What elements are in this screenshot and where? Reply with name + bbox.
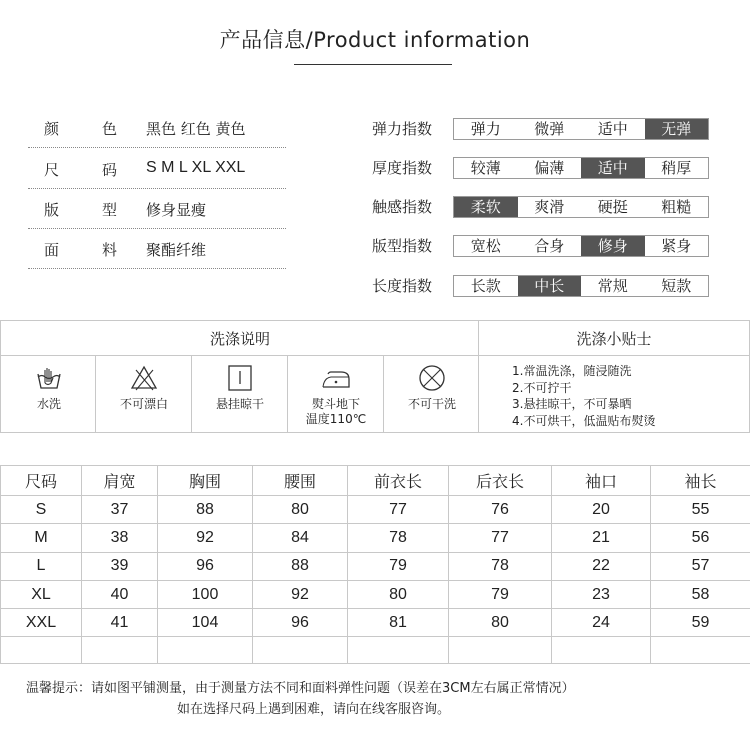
table-cell: 96: [158, 552, 253, 580]
attribute-value: 修身显瘦: [146, 201, 207, 219]
wash-item-label: 悬挂晾干: [215, 397, 264, 411]
header-cell: 尺码: [1, 466, 82, 496]
no-bleach-icon: [129, 363, 159, 393]
index-label-thickness: 厚度指数: [372, 159, 433, 177]
index-option: 中长: [518, 276, 582, 296]
attribute-key: 料: [102, 241, 118, 259]
wash-tip: 2.不可拧干: [512, 380, 572, 395]
attribute-key: 码: [102, 161, 118, 179]
index-option: 偏薄: [534, 159, 565, 177]
wash-item-label: 熨斗地下 温度110℃: [305, 397, 367, 426]
index-option: 适中: [597, 120, 628, 138]
table-cell: 39: [82, 552, 158, 580]
index-option: 适中: [581, 158, 645, 178]
index-option: 微弹: [534, 120, 565, 138]
table-cell: 80: [253, 496, 348, 524]
header-cell: 胸围: [158, 466, 253, 496]
wash-item-label: 不可干洗: [407, 397, 456, 411]
attribute-key: 型: [102, 201, 118, 219]
table-cell: 79: [449, 580, 552, 608]
table-cell: 56: [651, 524, 750, 552]
index-scale-touch: [453, 196, 709, 218]
table-cell: 104: [158, 609, 253, 637]
table-row: [1, 609, 750, 637]
index-option: 短款: [661, 277, 692, 295]
wash-section: [0, 320, 750, 433]
table-cell: 100: [158, 580, 253, 608]
table-cell: 58: [651, 580, 750, 608]
wash-tip: 4.不可烘干，低温贴布熨烫: [512, 413, 656, 428]
attribute-row-fit: [28, 189, 286, 229]
wash-item-label: 水洗: [36, 397, 61, 411]
table-cell: 22: [552, 552, 651, 580]
index-option: 硬挺: [597, 198, 628, 216]
table-cell: 57: [651, 552, 750, 580]
table-cell: 20: [552, 496, 651, 524]
hang-dry-icon: [225, 363, 255, 393]
table-cell: 88: [253, 552, 348, 580]
table-cell: 80: [348, 580, 449, 608]
attribute-key: 尺: [44, 161, 60, 179]
divider: [1, 355, 479, 356]
wash-item-label: 不可漂白: [119, 397, 168, 411]
index-option: 常规: [597, 277, 628, 295]
index-scale-length: [453, 275, 709, 297]
wash-item: [288, 363, 384, 427]
table-cell: 92: [253, 580, 348, 608]
attribute-row-fabric: [28, 229, 286, 269]
attribute-row-color: [28, 108, 286, 148]
header-cell: 后衣长: [449, 466, 552, 496]
table-cell: 40: [82, 580, 158, 608]
attribute-key: 面: [44, 241, 60, 259]
size-table: [0, 465, 750, 664]
header-cell: 袖长: [651, 466, 750, 496]
header-cell: 肩宽: [82, 466, 158, 496]
table-cell: 81: [348, 609, 449, 637]
index-scale-fit: [453, 235, 709, 257]
attribute-value: 黑色 红色 黄色: [146, 120, 246, 138]
size-cell: M: [1, 524, 82, 552]
index-scale-elasticity: [453, 118, 709, 140]
table-cell: 38: [82, 524, 158, 552]
attribute-key: 版: [44, 201, 60, 219]
header-cell: 前衣长: [348, 466, 449, 496]
iron-icon: [319, 363, 353, 393]
index-option: 弹力: [470, 120, 501, 138]
table-row: [1, 552, 750, 580]
table-cell: 88: [158, 496, 253, 524]
table-cell: 55: [651, 496, 750, 524]
attribute-value: 聚酯纤维: [146, 241, 207, 259]
table-cell: 24: [552, 609, 651, 637]
header-cell: 腰围: [253, 466, 348, 496]
table-cell: 80: [449, 609, 552, 637]
index-option: 较薄: [470, 159, 501, 177]
size-table-header: [1, 466, 750, 496]
index-option: 宽松: [470, 237, 501, 255]
wash-item: [192, 363, 288, 412]
no-dry-clean-icon: [417, 363, 447, 393]
wash-tip: 3.悬挂晾干，不可暴晒: [512, 397, 632, 411]
wash-instructions-title: 洗涤说明: [209, 330, 270, 348]
attribute-key: 颜: [44, 120, 60, 138]
index-option: 无弹: [645, 119, 709, 139]
table-row: [1, 580, 750, 608]
index-option: 紧身: [661, 237, 692, 255]
table-row-blank: [1, 637, 750, 664]
table-cell: 59: [651, 609, 750, 637]
index-label-length: 长度指数: [372, 277, 433, 295]
page-title: 产品信息/Product information: [219, 28, 531, 52]
size-cell: XL: [1, 580, 82, 608]
table-cell: 78: [449, 552, 552, 580]
table-cell: 41: [82, 609, 158, 637]
index-label-fit: 版型指数: [372, 237, 433, 255]
wash-item: [384, 363, 480, 412]
table-cell: 84: [253, 524, 348, 552]
size-cell: L: [1, 552, 82, 580]
attribute-value: S M L XL XXL: [146, 159, 246, 176]
table-row: [1, 496, 750, 524]
size-cell: S: [1, 496, 82, 524]
table-cell: 77: [348, 496, 449, 524]
header-cell: 袖口: [552, 466, 651, 496]
measurement-note: 温馨提示：请如图平铺测量，由于测量方法不同和面料弹性问题（误差在3CM左右属正常情况）: [26, 681, 575, 696]
wash-tip: 1.常温洗涤，随浸随洗: [512, 364, 632, 378]
index-option: 粗糙: [661, 198, 692, 216]
table-cell: 96: [253, 609, 348, 637]
attribute-key: 色: [102, 120, 118, 138]
wash-tips-title: 洗涤小贴士: [576, 330, 652, 348]
table-cell: 76: [449, 496, 552, 524]
size-cell: XXL: [1, 609, 82, 637]
table-cell: 37: [82, 496, 158, 524]
index-option: 爽滑: [534, 198, 565, 216]
index-label-elasticity: 弹力指数: [372, 120, 433, 138]
index-option: 长款: [470, 277, 501, 295]
table-cell: 78: [348, 524, 449, 552]
customer-service-note: 如在选择尺码上遇到困难，请向在线客服咨询。: [177, 702, 451, 717]
hand-wash-icon: [34, 363, 64, 393]
table-row: [1, 524, 750, 552]
attribute-row-size: [28, 149, 286, 189]
index-option: 合身: [534, 237, 565, 255]
title-underline: [294, 64, 452, 65]
table-cell: 79: [348, 552, 449, 580]
table-cell: 21: [552, 524, 651, 552]
table-cell: 92: [158, 524, 253, 552]
divider: [479, 355, 749, 356]
index-option: 柔软: [454, 197, 518, 217]
wash-item: [96, 363, 192, 412]
table-cell: 77: [449, 524, 552, 552]
index-scale-thickness: [453, 157, 709, 179]
wash-item: [1, 363, 97, 412]
index-option: 修身: [581, 236, 645, 256]
table-cell: 23: [552, 580, 651, 608]
index-label-touch: 触感指数: [372, 198, 433, 216]
wash-tips-list: [512, 363, 655, 429]
index-option: 稍厚: [661, 159, 692, 177]
